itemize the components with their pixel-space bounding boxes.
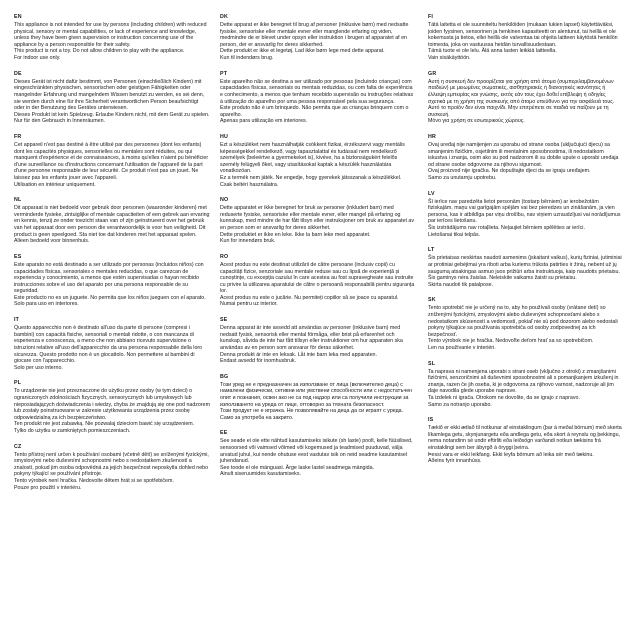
language-code: FI (428, 14, 434, 20)
language-code: RO (220, 253, 229, 260)
notice-text: Tækið er ekki ætlað til notkunar af einstaklingum (þar á meðal börnum) með skerta líkamlega getu, skynjunargetu eða andlega getu, eða skort á reynslu og þekkingu, nema notandinn sé undir eftirliti eða leiðsögn varðandi notkun tækisins frá einstaklingi sem ber ábyrgð á öryggi þeirra. Þessi vara er ekki leikfang. Ekki leyfa börnum að leika sér með tækinu. Aðeins fyrir innanhúss. (428, 425, 622, 465)
notice-text: Este aparato no está destinado a ser utilizado por personas (incluidos niños) con capacidades físicas, sensoriales o mentales reducidas, o que carezcan de experiencia y conocimiento, a menos que estén supervisadas o hayan recibido instrucciones sobre el uso del aparato por una persona responsable de su seguridad. Este producto no es un juguete. No permita que los niños jueguen con el aparato. Solo para uso en interiores. (14, 261, 206, 308)
notice-text: Tätä laitetta ei ole suunniteltu henkilöiden (mukaan lukien lapset) käytettäväksi, joiden fyysinen, sensorinen ja henkinen kapasiteetti on alentunut, tai heillä ei ole kokemusta ja tietoa, ellei heillä ole valvontaa tai ohjeita laitteen käytöstä henkilön toimesta, joka on vastuussa heidän turvallisuudestaan. Tämä tuote ei ole lelu. Älä anna lasten leikkiä laitteella. Vain sisäkäyttöön. (428, 22, 618, 62)
notice-pl (14, 380, 210, 434)
language-code: SL (428, 360, 436, 367)
notice-text: Dieses Gerät ist nicht dafür bestimmt, von Personen (einschließlich Kindern) mit eingeschränkten physischen, sensorischen oder geistigen Fähigkeiten oder mangelnder Erfahrung und mangelndem Wissen benutzt zu werden, es sei denn, sie werden durch eine für ihre Sicherheit verantwortlichen Person beaufsichtigt oder in der Benutzung des Gerätes unterwiesen. Dieses Produkt ist kein Spielzeug. Erlaube Kindern nicht, mit dem Gerät zu spielen. Nur für den Gebrauch in Innenräumen. (14, 78, 210, 125)
notice-text: Tento spotrebič nie je určený na to, aby ho používali osoby (vrátane detí) so zníženými fyzickými, zmyslovými alebo duševnými schopnosťami alebo s nedostatkom skúseností a vedomostí, pokiaľ nie sú pod dozorom alebo nedostali pokyny týkajúce sa používania spotrebiča od osoby zodpovednej za ich bezpečnosť. Tento výrobok nie je hračka. Nedovoľte deťom hrať sa so spotrebičom. Len na používanie v interiéri. (428, 305, 618, 351)
language-code: DK (220, 14, 229, 20)
language-code: IS (428, 417, 434, 424)
notice-text: Cet appareil n'est pas destiné à être utilisé par des personnes (dont les enfants) dont les capacités physiques, sensorielles ou mentales sont réduites, ou qui manquent d'expérience et de connaissances, à moins qu'elles n'aient pu bénéficier d'une surveillance ou d'instructions concernant l'utilisation de l'appareil de la part d'une personne responsable de leur sécurité. Ce produit n'est pas un jouet. Ne laissez pas les enfants jouer avec l'appareil. Utilisation en intérieur uniquement. (14, 142, 209, 188)
notice-pt (220, 71, 416, 125)
language-code: PL (14, 380, 22, 387)
notice-fi (428, 14, 624, 62)
notice-text: See seade ei ole ette nähtud kasutamiseks isikute (sh laste) poolt, kelle füüsilised, sensoorsed või vaimsed võimed või kogemused ja teadmised puuduvad, välja arvatud juhul, kui nende ohutuse eest vastutav isik on neid seadme kasutamisel juhendanud. See toode ei ole mänguasi. Ärge laske lastel seadmega mängida. Ainult siseruumides kasutamiseks. (220, 438, 413, 478)
column-right (428, 14, 624, 474)
language-code: HR (428, 133, 437, 140)
notice-en (14, 14, 210, 62)
notice-text: Šis prietaisas neskirtas naudoti asmenims (įskaitant vaikus), kurių fiziniai, jutiminiai ar protiniai gebėjimai yra riboti arba kuriems trūksta patirties ir žinių, nebent už jų saugumą atsakingas asmuo juos prižiūri arba instruktuoja, kaip naudotis prietaisu. Šis gaminys nėra žaislas. Neleiskite vaikams žaisti su prietaisu. Skirta naudoti tik patalpose. (428, 255, 622, 288)
language-code: EE (220, 430, 228, 437)
language-code: SE (220, 317, 228, 324)
language-code: GR (428, 70, 437, 77)
notice-lt (428, 247, 624, 288)
notice-text: Dette apparatet er ikke beregnet for bruk av personer (inkludert barn) med reduserte fysiske, sensoriske eller mentale evner, eller mangel på erfaring og kunnskap, med mindre de har fått tilsyn eller instruksjoner om bruk av apparatet av en person som er ansvarlig for deres sikkerhet. Dette produktet er ikke en leke. Ikke la barn leke med apparatet. Kun for innendørs bruk. (220, 205, 415, 245)
language-code: ES (14, 253, 22, 260)
language-code: BG (220, 373, 229, 380)
language-code: FR (14, 133, 22, 140)
column-left (14, 14, 210, 500)
language-code: SK (428, 297, 436, 304)
notice-is (428, 417, 624, 465)
language-code: DE (14, 70, 22, 77)
notice-sl (428, 361, 624, 409)
notice-text: Този уред не е предназначен за използване от лица (включително деца) с намалени физически, сетивни или умствени способности или с недостатъчен опит и познания, освен ако не са под надзор или са получили инструкции за използването на уреда от лице, отговорно за тяхната безопасност. Този продукт не е играчка. Не позволявайте на деца да си играят с уреда. Само за употреба на закрито. (220, 381, 413, 421)
language-code: HU (220, 133, 229, 140)
notice-bg (220, 374, 416, 422)
notice-text: Questo apparecchio non è destinato all'uso da parte di persone (compresi i bambini) con capacità fisiche, sensoriali o mentali ridotte, o con mancanza di esperienza e conoscenza, a meno che non abbiano ricevuto supervisione o istruzioni relative all'uso dell'apparecchio da una persona responsabile della loro sicurezza. Questo prodotto non è un giocattolo. Non permettere ai bambini di giocare con l'apparecchio. Solo per uso interno. (14, 325, 203, 371)
notice-text: Dette apparat er ikke beregnet til brug af personer (inklusive børn) med nedsatte fysiske, sensoriske eller mentale evner eller manglende erfaring og viden, medmindre de er blevet under opsyn eller instruktion i brugen af apparatet af en person, der er ansvarlig for deres sikkerhed. Dette produkt er ikke et legetøj. Lad ikke børn lege med dette apparat. Kun til indendørs brug. (220, 22, 409, 62)
notice-ro (220, 254, 416, 308)
notice-text: Dit apparaat is niet bedoeld voor gebruik door personen (waaronder kinderen) met verminderde fysieke, zintuiglijke of mentale capaciteiten of een gebrek aan ervaring en kennis, tenzij ze onder toezicht staan van of zijn geïnstrueerd over het gebruik van het apparaat door een persoon die verantwoordelijk is voor hun veiligheid. Dit product is geen speelgoed. Sta niet toe dat kinderen met het apparaat spelen. Alleen bedoeld voor binnenhuis. (14, 205, 211, 245)
language-code: PT (220, 70, 228, 77)
notice-es (14, 254, 210, 308)
notice-text: Este aparelho não se destina a ser utilizado por pessoas (incluindo crianças) com capacidades físicas, sensoriais ou mentais reduzidas, ou com falta de experiência e conhecimento, a menos que tenham recebido supervisão ou instruções relativas à utilização do aparelho por uma pessoa responsável pela sua segurança. Este produto não é um brinquedo. Não permita que as crianças brinquem com o aparelho. Apenas para utilização em interiores. (220, 78, 414, 125)
notice-sk (428, 297, 624, 351)
language-code: EN (14, 14, 22, 20)
notice-text: Αυτή η συσκευή δεν προορίζεται για χρήση από άτομα (συμπεριλαμβανομένων παιδιών) με μειωμένες σωματικές, αισθητηριακές ή διανοητικές ικανότητες ή έλλειψη εμπειρίας και γνώσης, εκτός εάν τους έχει δοθεί επίβλεψη ή οδηγίες σχετικά με τη χρήση της συσκευής από άτομο υπεύθυνο για την ασφάλειά τους. Αυτό το προϊόν δεν είναι παιχνίδι. Μην επιτρέπετε σε παιδιά να παίζουν με τη συσκευή. Μόνο για χρήση σε εσωτερικούς χώρους. (428, 78, 615, 125)
notice-fr (14, 134, 210, 188)
notice-text: Acest produs nu este destinat utilizării de către persoane (inclusiv copii) cu capacități fizice, senzoriale sau mentale reduse sau cu lipsă de experiență și cunoștințe, cu excepția cazului în care acestea au fost supravegheate sau instruite cu privire la utilizarea aparatului de către o persoană responsabilă pentru siguranța lor. Acest produs nu este o jucărie. Nu permiteți copiilor să se joace cu aparatul. Numai pentru uz interior. (220, 261, 415, 308)
notice-de (14, 71, 210, 125)
notice-nl (14, 197, 210, 245)
notice-text: This appliance is not intended for use by persons (including children) with reduced physical, sensory or mental capabilities, or lack of experience and knowledge, unless they have been given supervision or instruction concerning use of the appliance by a person responsible for their safety. This product is not a toy. Do not allow children to play with the appliance. For indoor use only. (14, 22, 207, 62)
notice-text: Šī ierīce nav paredzēta lietot personām (tostarp bērniem) ar ierobežotām fiziskajām, maņu vai garīgajām spējām vai bez pieredzes un zināšanām, ja vien persona, kas ir atbildīga par viņu drošību, nav viņiem uzraudzījusi vai norādījumus par ierīces lietošanu. Šis izstrādājums nav rotaļlieta. Neļaujiet bērniem spēlēties ar ierīci. Lietošanai tikai telpās. (428, 198, 621, 238)
notice-text: Ezt a készüléket nem használhatják csökkent fizikai, érzékszervi vagy mentális képességekkel rendelkező, vagy tapasztalattal és tudással nem rendelkező személyek (beleértve a gyermekeket is), kivéve, ha a biztonságukért felelős személy felügyeli őket, vagy utasításokat kaptak a készülék használatára vonatkozóan. Ez a termék nem játék. Ne engedje, hogy gyerekek játsszanak a készülékkel. Csak beltéri használatra. (220, 142, 405, 188)
notice-text: Ovaj uređaj nije namijenjen za uporabu od strane osoba (uključujući djecu) sa smanjenim fizičkim, osjetilnim ili mentalnim sposobnostima, ili nedostatkom iskustva i znanja, osim ako su pod nadzorom ili su dobile upute o uporabi uređaja od strane osobe odgovorne za njihovu sigurnost. Ovaj proizvod nije igračka. Ne dopuštajte djeci da se igraju uređajem. Samo za unutarnju upotrebu. (428, 142, 619, 181)
notice-hu (220, 134, 416, 188)
notice-text: Denna apparat är inte avsedd att användas av personer (inklusive barn) med nedsatt fysisk, sensorisk eller mental förmåga, eller brist på erfarenhet och kunskap, såvida de inte har fått tillsyn eller instruktioner om hur apparaten ska användas av en person som ansvarar för deras säkerhet. Denna produkt är inte en leksak. Låt inte barn leka med apparaten. Endast avsedd för inomhusbruk. (220, 325, 403, 365)
notice-gr (428, 71, 624, 125)
notice-text: Tento přístroj není určen k používání osobami (včetně dětí) se sníženými fyzickými, smyslovými nebo duševními schopnostmi nebo s nedostatkem zkušeností a znalostí, pokud jim osoba odpovědná za jejich bezpečnost neposkytla dohled nebo pokyny týkající se používání přístroje. Tento výrobek není hračka. Nedovolte dětem hrát si se spotřebičem. Pouze pro použití v interiéru. (14, 451, 209, 491)
notice-se (220, 317, 416, 365)
notice-no (220, 197, 416, 245)
notice-text: Ta naprava ni namenjena uporabi s strani oseb (vključno z otroki) z zmanjšanimi fizičnimi, senzoričnimi ali duševnimi sposobnostmi ali s pomanjkanjem izkušenj in znanja, razen če jih oseba, ki je odgovorna za njihovo varnost, nadzoruje ali jim daje navodila glede uporabe naprave. Ta izdelek ni igrača. Otrokom ne dovolite, da se igrajo z napravo. Samo za notranjo uporabo. (428, 368, 619, 408)
notice-hr (428, 134, 624, 182)
notice-lv (428, 191, 624, 239)
notice-text: To urządzenie nie jest przeznaczone do użytku przez osoby (w tym dzieci) o ograniczonych zdolnościach fizycznych, sensorycznych lub umysłowych lub nieposiadających doświadczenia i wiedzy, chyba że znajdują się one pod nadzorem lub zostały poinstruowane w zakresie użytkowania urządzenia przez osobę odpowiedzialną za ich bezpieczeństwo. Ten produkt nie jest zabawką. Nie pozwalaj dzieciom bawić się urządzeniem. Tylko do użytku w zamkniętych pomieszczeniach. (14, 388, 211, 434)
notice-dk (220, 14, 416, 62)
language-code: IT (14, 317, 20, 324)
language-code: CZ (14, 443, 22, 450)
language-code: NL (14, 197, 22, 204)
language-code: LV (428, 190, 435, 197)
notice-cz (14, 444, 210, 492)
notice-it (14, 317, 210, 371)
notice-ee (220, 430, 416, 478)
column-middle (220, 14, 416, 487)
language-code: NO (220, 197, 229, 204)
language-code: LT (428, 247, 435, 254)
